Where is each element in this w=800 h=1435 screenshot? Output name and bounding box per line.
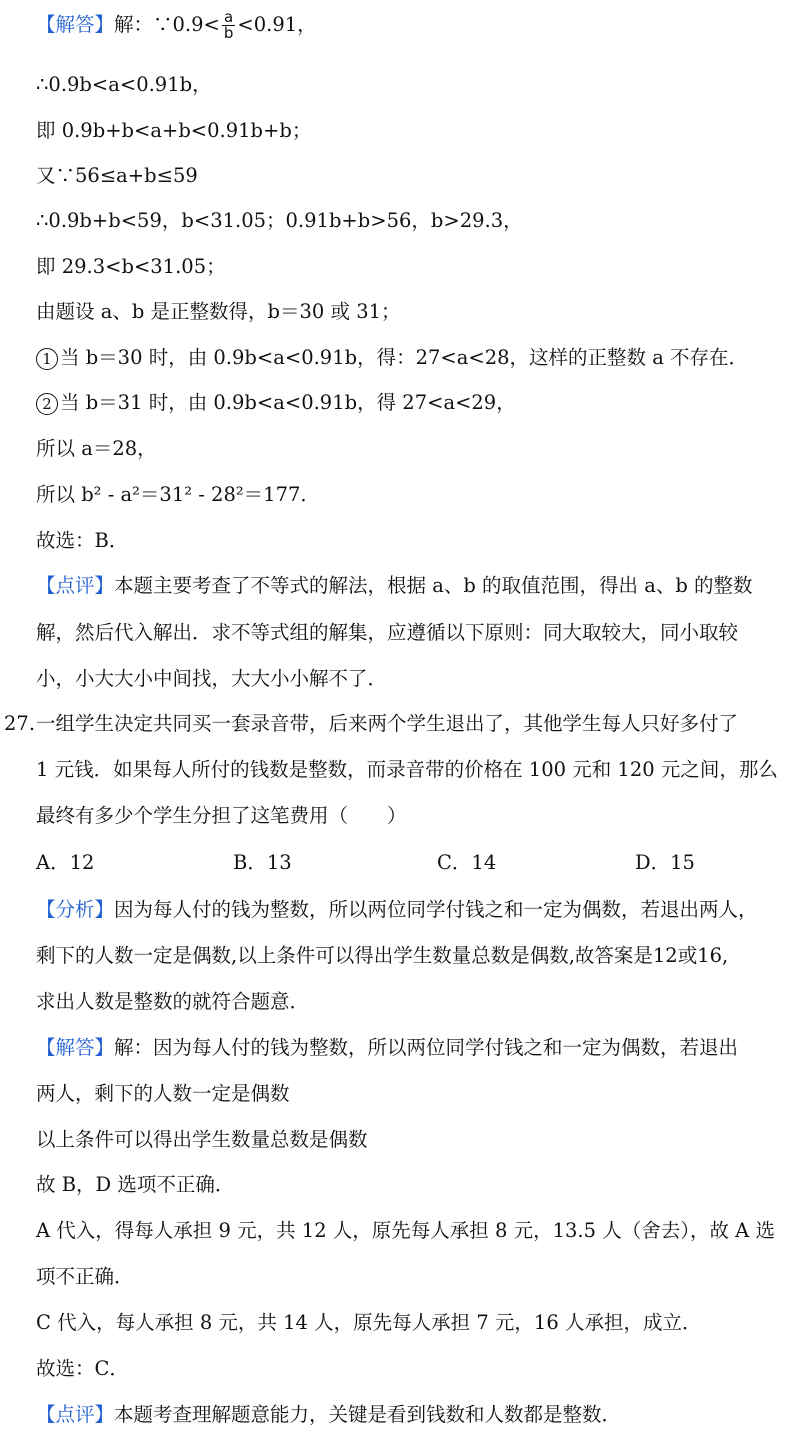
question-line-3: 最终有多少个学生分担了这笔费用（ ） — [36, 804, 407, 827]
choice-b: B．13 — [233, 851, 292, 874]
text: 解：∵0.9< — [114, 13, 220, 36]
answer-line-7: 由题设 a、b 是正整数得，b＝30 或 31； — [36, 300, 401, 323]
answer-line-1 — [36, 10, 790, 41]
answer-line-2: ∴0.9b<a<0.91b， — [36, 73, 212, 96]
comment-line-1: 【点评】本题主要考查了不等式的解法，根据 a、b 的取值范围，得出 a、b 的整数 — [36, 574, 753, 597]
question-line-1: 27. 一组学生决定共同买一套录音带，后来两个学生退出了，其他学生每人只好多付了 — [4, 712, 739, 735]
answer2-line-1: 【解答】解：因为每人付的钱为整数，所以两位同学付钱之和一定为偶数，若退出 — [36, 1036, 739, 1059]
answer-tag: 【解答】 — [36, 13, 115, 36]
answer-line-4: 又∵56≤a+b≤59 — [36, 164, 198, 187]
comment-tag: 【点评】 — [36, 574, 115, 597]
choice-a: A．12 — [36, 851, 95, 874]
analysis-line-1: 【分析】因为每人付的钱为整数，所以两位同学付钱之和一定为偶数，若退出两人， — [36, 898, 758, 921]
circled-number: 1 — [36, 348, 58, 370]
comment-line-3: 小，小大大小中间找，大大小小解不了． — [36, 667, 388, 690]
answer-line-10: 所以 a＝28， — [36, 437, 157, 460]
answer-line-8: 1 当 b＝30 时，由 0.9b<a<0.91b，得：27<a<28，这样的正整数 a 不存在． — [36, 345, 790, 371]
circled-number: 2 — [36, 393, 58, 415]
answer2-line-8: 故选：C． — [36, 1357, 129, 1380]
choice-c: C．14 — [437, 851, 497, 874]
answer-line-3: 即 0.9b+b<a+b<0.91b+b； — [36, 119, 312, 142]
answer2-line-2: 两人，剩下的人数一定是偶数 — [36, 1082, 290, 1105]
analysis-line-3: 求出人数是整数的就符合题意． — [36, 990, 310, 1013]
question-line-2: 1 元钱．如果每人所付的钱数是整数，而录音带的价格在 100 元和 120 元之间，那么 — [36, 758, 778, 781]
analysis-line-2: 剩下的人数一定是偶数,以上条件可以得出学生数量总数是偶数,故答案是12或16, — [36, 944, 729, 967]
answer2-line-7: C 代入，每人承担 8 元，共 14 人，原先每人承担 7 元，16 人承担，成立． — [36, 1311, 702, 1334]
answer-line-6: 即 29.3<b<31.05； — [36, 255, 226, 278]
answer2-line-5: A 代入，得每人承担 9 元，共 12 人，原先每人承担 8 元，13.5 人（舍去），故 A 选 — [36, 1219, 775, 1242]
comment-tag: 【点评】 — [36, 1403, 115, 1426]
answer2-line-3: 以上条件可以得出学生数量总数是偶数 — [36, 1128, 368, 1151]
answer2-line-4: 故 B，D 选项不正确． — [36, 1173, 235, 1196]
answer2-line-6: 项不正确． — [36, 1265, 134, 1288]
question-number: 27. — [4, 712, 36, 735]
comment-line-2: 解，然后代入解出．求不等式组的解集，应遵循以下原则：同大取较大，同小取较 — [36, 621, 739, 644]
answer-tag: 【解答】 — [36, 1036, 115, 1059]
answer-line-12: 故选：B． — [36, 529, 129, 552]
answer-line-5: ∴0.9b+b<59，b<31.05；0.91b+b>56，b>29.3， — [36, 209, 523, 232]
fraction-a-over-b: $\frac{a}{b}$ — [223, 8, 234, 42]
analysis-tag: 【分析】 — [36, 898, 115, 921]
text: <0.91， — [237, 13, 317, 36]
answer-line-11: 所以 b² - a²＝31² - 28²＝177． — [36, 483, 320, 506]
choice-d: D．15 — [635, 851, 695, 874]
comment2-line-1: 【点评】本题考查理解题意能力，关键是看到钱数和人数都是整数． — [36, 1403, 622, 1426]
answer-line-9: 2 当 b＝31 时，由 0.9b<a<0.91b，得 27<a<29， — [36, 390, 790, 416]
